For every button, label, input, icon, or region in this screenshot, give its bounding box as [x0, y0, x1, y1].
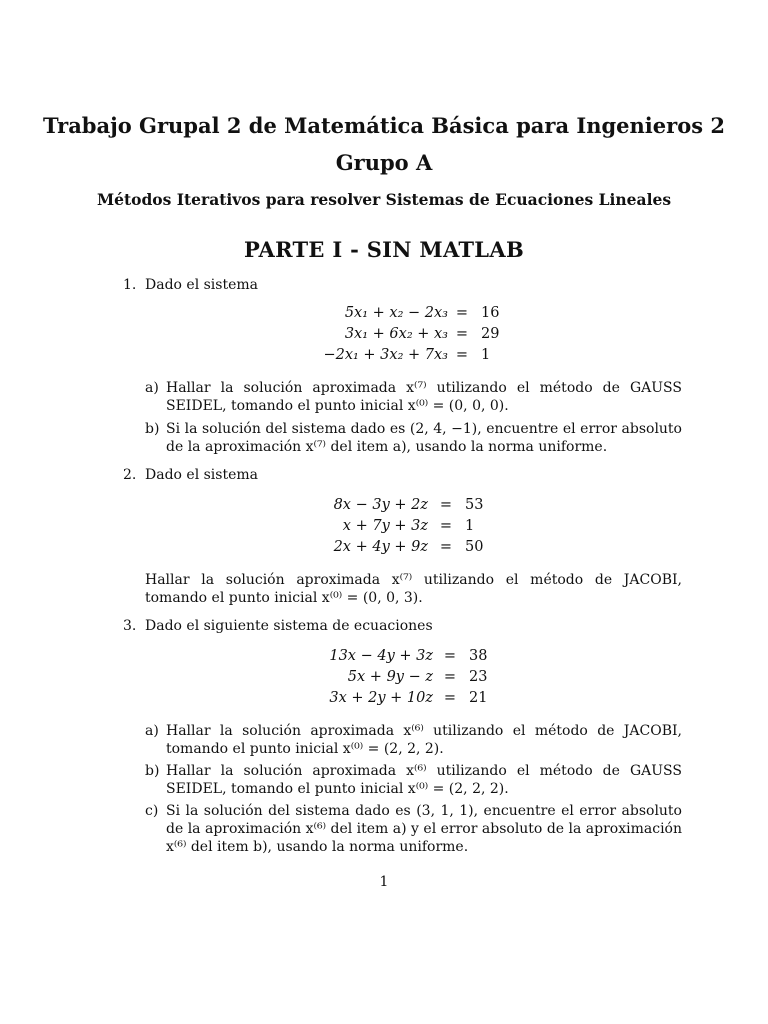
problem-2-number: 2.: [123, 467, 137, 483]
equation-rhs: 29: [481, 326, 500, 342]
equals-sign: =: [439, 518, 453, 534]
item-label: a): [145, 380, 159, 396]
item-label: b): [145, 421, 160, 437]
problem-1-intro: Dado el sistema: [145, 277, 259, 293]
document-title: Trabajo Grupal 2 de Matemática Básica para Ingenieros 2: [43, 113, 725, 138]
equation-lhs: x + 7y + 3z: [342, 518, 428, 534]
equation-rhs: 21: [469, 690, 488, 706]
problem-3-item-c: Si la solución del sistema dado es (3, 1, 1), encuentre el error absoluto de la aproximación x⁽⁶⁾ del item a) y el error absoluto de la aproximación x⁽⁶⁾ del item b), usando la norma uniforme.: [166, 803, 682, 855]
equals-sign: =: [455, 347, 469, 363]
problem-3-item-b: Hallar la solución aproximada x⁽⁶⁾ utilizando el método de GAUSS SEIDEL, tomando el punto inicial x⁽⁰⁾ = (2, 2, 2).: [166, 763, 682, 797]
equation-lhs: 13x − 4y + 3z: [329, 648, 433, 664]
equals-sign: =: [455, 305, 469, 321]
problem-2-intro: Dado el sistema: [145, 467, 259, 483]
equation-rhs: 38: [469, 648, 488, 664]
problem-1-item-b: Si la solución del sistema dado es (2, 4, −1), encuentre el error absoluto de la aproximación x⁽⁷⁾ del item a), usando la norma uniforme.: [166, 421, 682, 455]
equals-sign: =: [443, 690, 457, 706]
equation-lhs: 8x − 3y + 2z: [333, 497, 428, 513]
equals-sign: =: [443, 669, 457, 685]
equals-sign: =: [439, 497, 453, 513]
equals-sign: =: [443, 648, 457, 664]
equation-lhs: 5x + 9y − z: [347, 669, 433, 685]
problem-3-item-a: Hallar la solución aproximada x⁽⁶⁾ utilizando el método de JACOBI, tomando el punto inicial x⁽⁰⁾ = (2, 2, 2).: [166, 723, 682, 757]
equation-rhs: 1: [481, 347, 491, 363]
document-subtitle: Métodos Iterativos para resolver Sistemas de Ecuaciones Lineales: [96, 190, 672, 209]
problem-1-number: 1.: [123, 277, 137, 293]
equation-rhs: 16: [481, 305, 500, 321]
problem-1-item-a: Hallar la solución aproximada x⁽⁷⁾ utilizando el método de GAUSS SEIDEL, tomando el punto inicial x⁽⁰⁾ = (0, 0, 0).: [166, 380, 682, 414]
equation-rhs: 23: [469, 669, 488, 685]
equals-sign: =: [439, 539, 453, 555]
equation-lhs: 2x + 4y + 9z: [333, 539, 428, 555]
problem-3-intro: Dado el siguiente sistema de ecuaciones: [145, 618, 433, 634]
equals-sign: =: [455, 326, 469, 342]
item-label: c): [145, 803, 159, 819]
equation-lhs: 3x + 2y + 10z: [329, 690, 433, 706]
equation-rhs: 50: [465, 539, 484, 555]
equation-lhs: 3x₁ + 6x₂ + x₃: [344, 326, 448, 342]
item-label: b): [145, 763, 160, 779]
equation-rhs: 1: [465, 518, 475, 534]
part-title: PARTE I - SIN MATLAB: [243, 237, 525, 262]
equation-lhs: 5x₁ + x₂ − 2x₃: [344, 305, 448, 321]
problem-2-paragraph: Hallar la solución aproximada x⁽⁷⁾ utilizando el método de JACOBI, tomando el punto inicial x⁽⁰⁾ = (0, 0, 3).: [145, 572, 682, 606]
equation-lhs: −2x₁ + 3x₂ + 7x₃: [323, 347, 448, 363]
problem-3-number: 3.: [123, 618, 137, 634]
equation-rhs: 53: [465, 497, 484, 513]
item-label: a): [145, 723, 159, 739]
group-label: Grupo A: [335, 150, 433, 175]
page-number: 1: [379, 874, 389, 890]
